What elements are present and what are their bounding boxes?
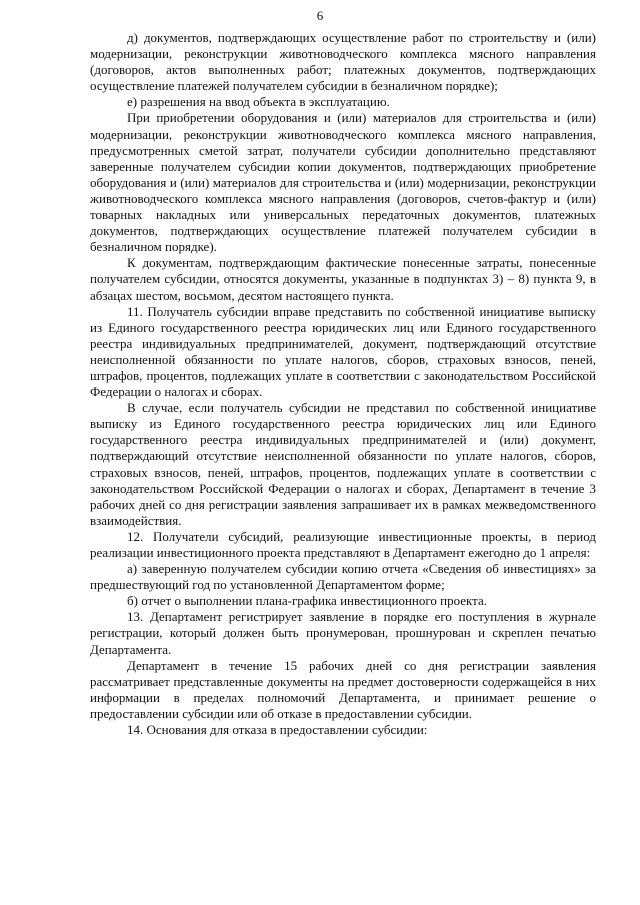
paragraph-14: 14. Основания для отказа в предоставлении субсидии: bbox=[127, 722, 428, 738]
paragraph-13-review: Департамент в течение 15 рабочих дней со дня регистрации заявления рассматривает представленные документы на предмет достоверности содержащейся в них информации в пределах полномочий Департамента, и принимает решение о предоставлении субсидии или об отказе в предоставлении субсидии. bbox=[90, 657, 596, 721]
page-number: 6 bbox=[316, 8, 324, 23]
paragraph-interagency-request: В случае, если получатель субсидии не представил по собственной инициативе выписку из Единого государственного реестра юридических лиц или Единого государственного реестра индивидуальных предпринимателей и (или) документ, подтверждающий отсутствие неисполненной обязанности по уплате налогов, сборов, страховых взносов, пеней, штрафов, процентов, подлежащих уплате в соответствии с законодательством Российской Федерации о налогах и сборах, Департамент в течение 3 рабочих дней со дня регистрации заявления запрашивает их в рамках межведомственного взаимодействия. bbox=[90, 400, 596, 528]
paragraph-12-b: б) отчет о выполнении плана-графика инвестиционного проекта. bbox=[127, 593, 488, 609]
paragraph-11: 11. Получатель субсидии вправе представить по собственной инициативе выписку из Единого государственного реестра юридических лиц или Единого государственного реестра индивидуальных предпринимателей, документ, подтверждающий отсутствие неисполненной обязанности по уплате налогов, сборов, страховых взносов, пеней, штрафов, процентов, подлежащих уплате в соответствии с законодательством Российской Федерации о налогах и сборах. bbox=[90, 303, 596, 400]
paragraph-actual-costs: К документам, подтверждающим фактические понесенные затраты, понесенные получателем субсидии, относятся документы, указанные в подпунктах 3) – 8) пункта 9, в абзацах шестом, восьмом, десятом настоящего пункта. bbox=[90, 255, 596, 303]
paragraph-12: 12. Получатели субсидий, реализующие инвестиционные проекты, в период реализации инвестиционного проекта представляют в Департамент ежегодно до 1 апреля: bbox=[90, 528, 596, 560]
paragraph-e-permission: е) разрешения на ввод объекта в эксплуатацию. bbox=[127, 94, 390, 110]
paragraph-equipment-purchase: При приобретении оборудования и (или) материалов для строительства и (или) модернизации, реконструкции животноводческого комплекса мясного направления, предусмотренных сметой затрат, получатели субсидии дополнительно представляют заверенные получателем субсидии копии документов, подтверждающих приобретение оборудования и (или) материалов для строительства и (или) модернизации, реконструкции животноводческого комплекса мясного направления (договоров, счетов-фактур и (или) товарных накладных или универсальных передаточных документов, платежных документов, подтверждающих осуществление платежей получателем субсидии в безналичном порядке). bbox=[90, 110, 596, 255]
paragraph-12-a: а) заверенную получателем субсидии копию отчета «Сведения об инвестициях» за предшествующий год по установленной Департаментом форме; bbox=[90, 561, 596, 593]
document-body bbox=[90, 30, 596, 738]
paragraph-d-documents: д) документов, подтверждающих осуществление работ по строительству и (или) модернизации, реконструкции животноводческого комплекса мясного направления (договоров, актов выполненных работ; платежных документов, подтверждающих осуществление платежей получателем субсидии в безналичном порядке); bbox=[90, 30, 596, 94]
paragraph-13: 13. Департамент регистрирует заявление в порядке его поступления в журнале регистрации, который должен быть пронумерован, прошнурован и скреплен печатью Департамента. bbox=[90, 609, 596, 657]
